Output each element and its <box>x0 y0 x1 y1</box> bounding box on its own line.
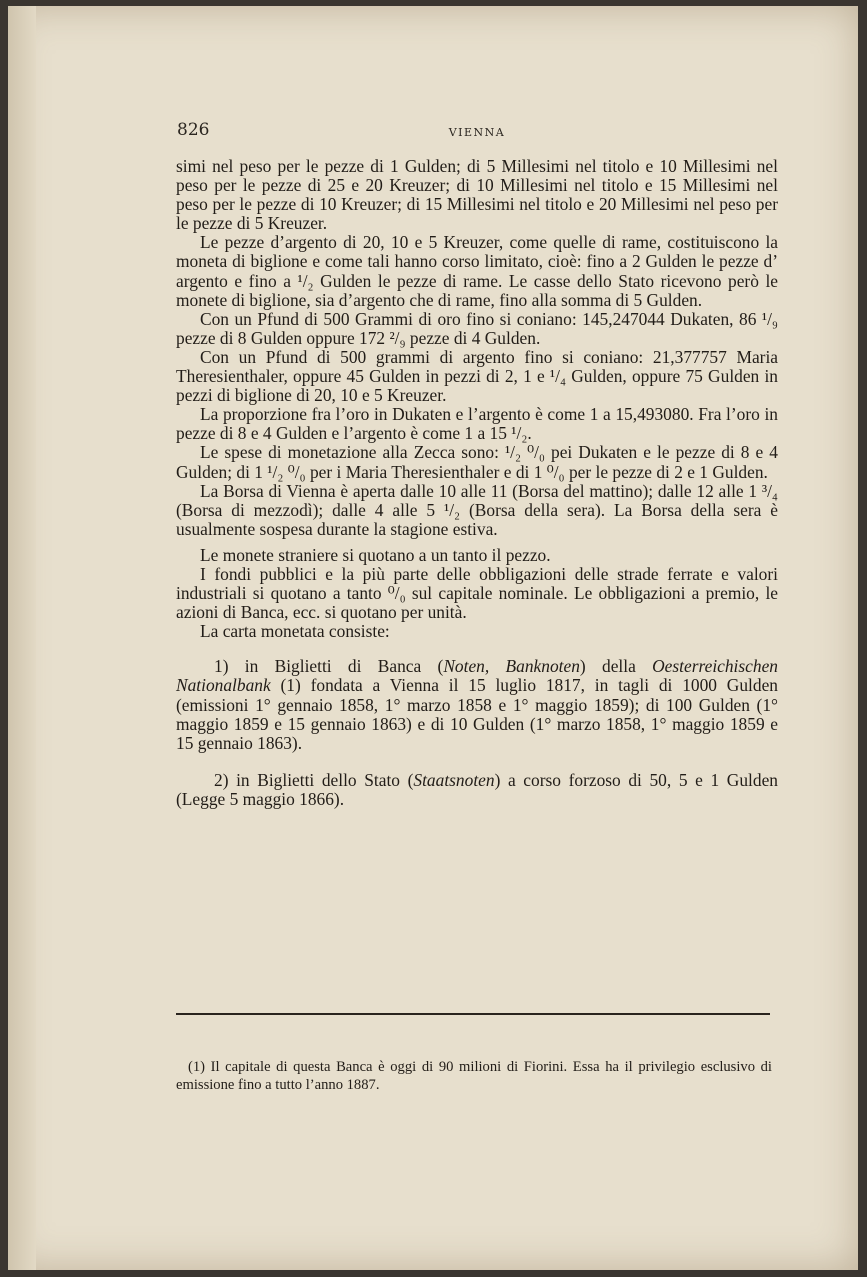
footnote-text: (1) Il capitale di questa Banca è oggi di 90 milioni di Fiorini. Essa ha il privilegio esclusivo di emissione fino a tutto l’anno 1887. <box>176 1059 772 1093</box>
paragraph-foreign-coins: Le monete straniere si quotano a un tanto il pezzo. <box>200 544 551 565</box>
page-number: 826 <box>177 120 210 140</box>
page-binding-edge <box>8 6 36 1270</box>
paragraph-gold-silver-ratio: La proporzione fra l’oro in Dukaten e l’argento è come 1 a 15,493080. Fra l’oro in pezze di 8 e 4 Gulden e l’argento è come 1 a 15 ¹/₂. <box>176 404 778 444</box>
footnote-rule <box>176 1013 770 1015</box>
item1-rest: (1) fondata a Vienna il 15 luglio 1817, in tagli di 1000 Gulden (emissioni 1° gennaio 1858, 1° marzo 1858 e 1° maggio 1859); di 100 Gulden (1° maggio 1859 e 15 gennaio 1863) e di 10 Gulden (1° marzo 1858, 1° maggio 1859 e 15 gennaio 1863). <box>176 675 778 753</box>
item1-mid: ) della <box>579 656 653 677</box>
running-head <box>177 120 777 150</box>
list-item-bank-notes <box>176 657 778 752</box>
item1-italic-noten: Noten, Banknoten <box>443 656 580 677</box>
paragraph-mint-costs: Le spese di monetazione alla Zecca sono: ¹/₂ ⁰/₀ pei Dukaten e le pezze di 8 e 4 Gulden; di 1 ¹/₂ ⁰/₀ per i Maria Theresienthaler e di 1 ⁰/₀ per le pezze di 2 e 1 Gulden. <box>176 442 778 482</box>
paragraph-public-funds: I fondi pubblici e la più parte delle obbligazioni delle strade ferrate e valori industriali si quotano a tanto ⁰/₀ sul capitale nominale. Le obbligazioni a premio, le azioni di Banca, ecc. si quotano per unità. <box>176 563 778 623</box>
item1-italic-nationalbank: Oesterreichischen Nationalbank <box>176 656 778 696</box>
item1-lead: 1) in Biglietti di Banca ( <box>214 656 444 677</box>
item2-lead: 2) in Biglietti dello Stato ( <box>214 769 414 790</box>
item2-italic-staatsnoten: Staatsnoten <box>413 769 495 790</box>
item2-rest: ) a corso forzoso di 50, 5 e 1 Gulden (Legge 5 maggio 1866). <box>176 769 778 809</box>
running-title: VIENNA <box>448 126 506 139</box>
paragraph-continued: simi nel peso per le pezze di 1 Gulden; di 5 Millesimi nel titolo e 10 Millesimi nel peso per le pezze di 25 e 20 Kreuzer; di 10 Millesimi nel titolo e 15 Millesimi nel peso per le pezze di 10 Kreuzer; di 15 Millesimi nel titolo e 20 Millesimi nel peso per le pezze di 5 Kreuzer. <box>176 156 778 234</box>
footnote <box>176 1058 772 1094</box>
paragraph-silver-coinage: Con un Pfund di 500 grammi di argento fino si coniano: 21,377757 Maria Theresienthaler, oppure 45 Gulden in pezzi di 2, 1 e ¹/₄ Gulden, oppure 75 Gulden in pezzi di biglione di 20, 10 e 5 Kreuzer. <box>176 346 778 406</box>
body-text <box>176 157 778 809</box>
paragraph-gold-coinage: Con un Pfund di 500 Grammi di oro fino si coniano: 145,247044 Dukaten, 86 ¹/₉ pezze di 8 Gulden oppure 172 ²/₉ pezze di 4 Gulden. <box>176 308 778 348</box>
paragraph-stock-exchange: La Borsa di Vienna è aperta dalle 10 alle 11 (Borsa del mattino); dalle 12 alle 1 ³/₄ (Borsa di mezzodì); dalle 4 alle 5 ¹/₂ (Borsa della sera). La Borsa della sera è usualmente sospesa durante la stagione estiva. <box>176 480 778 539</box>
paragraph-silver-coins: Le pezze d’argento di 20, 10 e 5 Kreuzer, come quelle di rame, costituiscono la moneta di biglione e come tali hanno corso limitato, cioè: fino a 2 Gulden le pezze d’ argento e fino a ¹/₂ Gulden le pezze di rame. Le casse dello Stato ricevono però le monete di biglione, sia d’argento che di rame, fino alla somma di 5 Gulden. <box>176 232 778 310</box>
list-item-state-notes <box>176 771 778 809</box>
paragraph-paper-money: La carta monetata consiste: <box>200 621 390 642</box>
